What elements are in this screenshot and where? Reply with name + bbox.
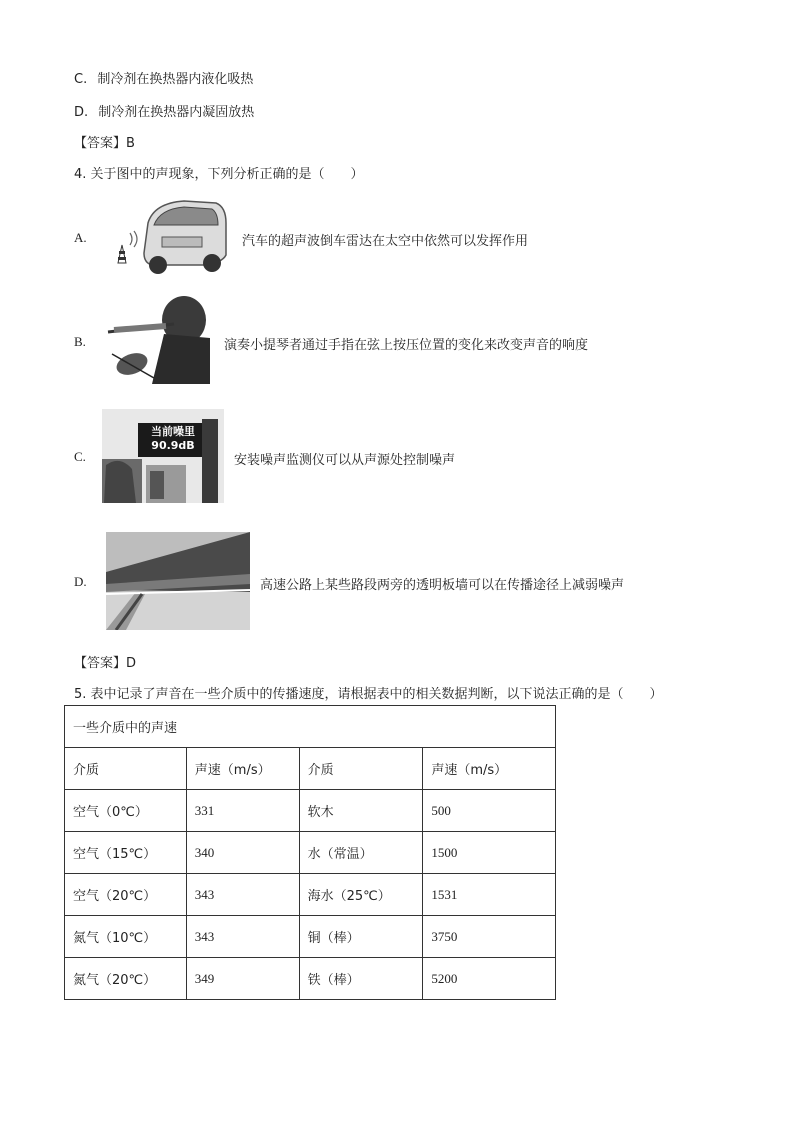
table-row: [65, 874, 556, 916]
option-text: 制冷剂在换热器内液化吸热: [97, 72, 254, 87]
table-cell: 水（常温）: [299, 832, 423, 874]
q4-option-d-label: D.: [74, 574, 87, 589]
sound-speed-table: [64, 705, 556, 1000]
noise-monitor-icon: [102, 409, 224, 503]
table-cell: 氮气（10℃）: [65, 916, 187, 958]
table-row: [65, 916, 556, 958]
sound-barrier-icon: [106, 532, 250, 630]
answer-value: D: [126, 656, 137, 671]
q4-option-a-label: A.: [74, 230, 87, 245]
table-cell: 3750: [423, 916, 556, 958]
table-cell: 343: [186, 874, 299, 916]
table-cell: 铜（棒）: [299, 916, 423, 958]
table-row: [65, 790, 556, 832]
highway-sound-barrier-photo: [106, 532, 250, 630]
q4-stem: 4. 关于图中的声现象，下列分析正确的是（ ）: [74, 167, 364, 182]
table-cell: 海水（25℃）: [299, 874, 423, 916]
table-cell: 空气（20℃）: [65, 874, 187, 916]
table-cell: 500: [423, 790, 556, 832]
option-label: D.: [74, 105, 89, 120]
q4-option-d-text: 高速公路上某些路段两旁的透明板墙可以在传播途径上减弱噪声: [260, 578, 625, 593]
option-d-prev: [74, 101, 254, 120]
table-title-row: [65, 706, 556, 748]
table-row: [65, 958, 556, 1000]
table-cell: 1531: [423, 874, 556, 916]
table-cell: 5200: [423, 958, 556, 1000]
option-c-prev: [74, 68, 253, 87]
noise-monitor-photo: [102, 409, 224, 503]
q4-option-b-text: 演奏小提琴者通过手指在弦上按压位置的变化来改变声音的响度: [224, 338, 589, 353]
table-cell: 340: [186, 832, 299, 874]
car-reverse-radar-photo: [104, 193, 230, 283]
q4-option-c-label: C.: [74, 449, 86, 464]
violin-player-photo: [104, 294, 212, 384]
q5-stem: 5. 表中记录了声音在一些介质中的传播速度，请根据表中的相关数据判断，以下说法正确的是（ ）: [74, 687, 663, 702]
answer-tag: 【答案】: [74, 136, 127, 151]
table-cell: 空气（0℃）: [65, 790, 187, 832]
table-cell: 软木: [299, 790, 423, 832]
q4-option-b-label: B.: [74, 334, 86, 349]
table-cell: 1500: [423, 832, 556, 874]
answer-prev: [74, 132, 135, 151]
table-row: [65, 832, 556, 874]
answer-tag: 【答案】: [74, 656, 127, 671]
answer-value: B: [126, 136, 135, 151]
table-header: 介质: [299, 748, 423, 790]
table-header-row: [65, 748, 556, 790]
monitor-reading: 90.9dB: [151, 439, 195, 452]
q4-option-a-text: 汽车的超声波倒车雷达在太空中依然可以发挥作用: [242, 234, 529, 249]
table-header: 介质: [65, 748, 187, 790]
q4-option-c-text: 安装噪声监测仪可以从声源处控制噪声: [234, 453, 456, 468]
table-title: 一些介质中的声速: [65, 706, 556, 748]
monitor-label: 当前噪里: [151, 425, 195, 438]
table-cell: 349: [186, 958, 299, 1000]
table-header: 声速（m/s）: [186, 748, 299, 790]
q4-answer: [74, 652, 136, 671]
car-icon: [104, 193, 230, 283]
table-cell: 铁（棒）: [299, 958, 423, 1000]
option-text: 制冷剂在换热器内凝固放热: [98, 105, 255, 120]
table-cell: 氮气（20℃）: [65, 958, 187, 1000]
table-cell: 331: [186, 790, 299, 832]
option-label: C.: [74, 72, 88, 87]
table-cell: 空气（15℃）: [65, 832, 187, 874]
table-cell: 343: [186, 916, 299, 958]
violin-icon: [104, 294, 212, 384]
table-header: 声速（m/s）: [423, 748, 556, 790]
